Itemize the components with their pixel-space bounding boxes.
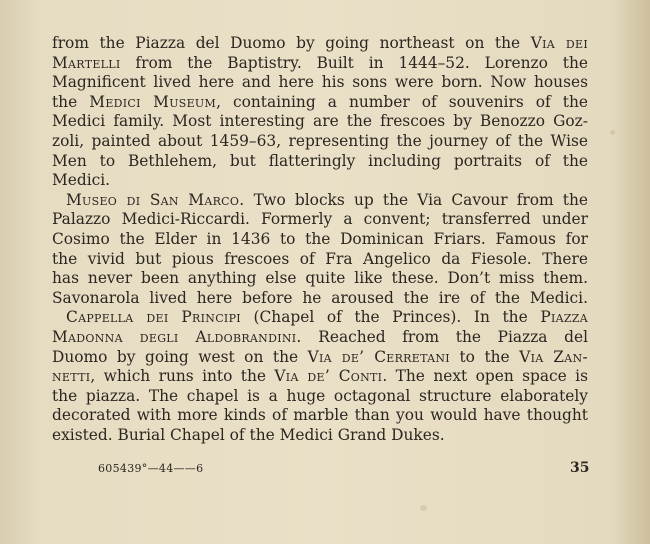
text-line: the piazza. The chapel is a huge octagonal structure elaborately xyxy=(52,386,588,405)
page-body-text xyxy=(52,34,588,445)
section-heading: Museo di San Marco. xyxy=(66,190,245,209)
paragraph-medici-museum xyxy=(52,34,588,191)
text-line: Men to Bethlehem, but flatteringly including portraits of the xyxy=(52,151,588,170)
street-name: netti xyxy=(52,367,91,386)
place-name: Piazza xyxy=(540,308,588,327)
street-name: Via de’ Conti xyxy=(274,367,383,386)
street-name: Via Zan- xyxy=(519,347,588,366)
text-line: Medici family. Most interesting are the frescoes by Benozzo Goz- xyxy=(52,112,588,131)
street-name: Via de’ Cerretani xyxy=(307,347,450,366)
street-name: Martelli xyxy=(52,53,121,72)
paragraph-cappella-dei-principi xyxy=(52,308,588,445)
text-line: Medici. xyxy=(52,171,111,190)
text-line: Madonna degli Aldobrandini. Reached from the Piazza del xyxy=(52,327,588,346)
text-line: existed. Burial Chapel of the Medici Grand Dukes. xyxy=(52,425,445,444)
text-line: Museo di San Marco. Two blocks up the Via Cavour from the xyxy=(66,190,589,209)
text-line: Duomo by going west on the Via de’ Cerretani to the Via Zan- xyxy=(52,347,588,366)
place-name: Madonna degli Aldobrandini. xyxy=(52,327,302,346)
paper-stain xyxy=(610,130,615,135)
text-line: zoli, painted about 1459–63, representing the journey of the Wise xyxy=(52,131,588,150)
print-code: 605439°—44——6 xyxy=(98,462,204,475)
section-heading: Cappella dei Principi xyxy=(66,308,241,327)
text-line: Martelli from the Baptistry. Built in 1444–52. Lorenzo the xyxy=(52,53,588,72)
text-line: Cappella dei Principi (Chapel of the Princes). In the Piazza xyxy=(66,308,588,327)
text-line: Cosimo the Elder in 1436 to the Dominican Friars. Famous for xyxy=(52,229,588,248)
text-line: netti, which runs into the Via de’ Conti. The next open space is xyxy=(52,367,589,386)
text-line: decorated with more kinds of marble than you would have thought xyxy=(52,406,588,425)
street-name: Via dei xyxy=(530,34,588,52)
text-line: from the Piazza del Duomo by going northeast on the Via dei xyxy=(52,34,588,52)
page-number: 35 xyxy=(570,460,590,476)
page-footer xyxy=(0,460,650,480)
text-line: has never been anything else quite like these. Don’t miss them. xyxy=(52,269,588,288)
paragraph-san-marco xyxy=(52,191,588,309)
paper-stain xyxy=(420,505,427,511)
text-line: Magnificent lived here and here his sons were born. Now houses xyxy=(52,73,588,92)
text-line: the Medici Museum, containing a number of souvenirs of the xyxy=(52,92,588,111)
text-line: Palazzo Medici-Riccardi. Formerly a convent; transferred under xyxy=(52,210,588,229)
text-line: the vivid but pious frescoes of Fra Angelico da Fiesole. There xyxy=(52,249,588,268)
place-name: Medici Museum xyxy=(89,92,217,111)
text-line: Savonarola lived here before he aroused the ire of the Medici. xyxy=(52,288,588,307)
